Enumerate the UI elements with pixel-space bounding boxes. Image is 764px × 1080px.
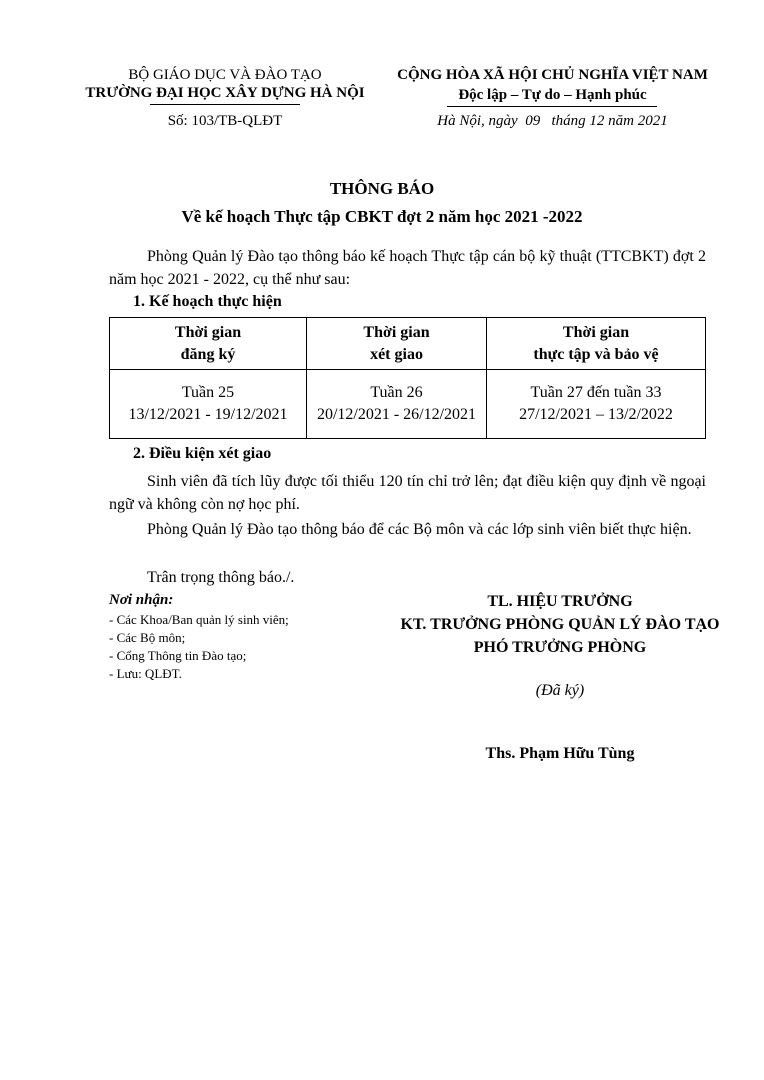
list-item: - Các Bộ môn; — [109, 630, 186, 645]
cell-line: 13/12/2021 - 19/12/2021 — [128, 406, 288, 423]
ministry-name: BỘ GIÁO DỤC VÀ ĐÀO TẠO — [128, 67, 322, 83]
nation-name: CỘNG HÒA XÃ HỘI CHỦ NGHĨA VIỆT NAM — [397, 67, 708, 83]
header-line: Thời gian — [174, 323, 242, 341]
table-cell — [307, 370, 487, 439]
table-cell — [487, 370, 706, 439]
document-date: Hà Nội, ngày 09 tháng 12 năm 2021 — [437, 113, 668, 129]
header-line: xét giao — [370, 345, 423, 363]
header-line: thực tập và bảo vệ — [533, 345, 659, 363]
list-item: - Lưu: QLĐT. — [109, 666, 182, 681]
cell-line: Tuần 25 — [181, 384, 235, 401]
plan-table — [109, 317, 706, 439]
signature-title-1: TL. HIỆU TRƯỞNG — [487, 593, 633, 610]
signature-title-2: KT. TRƯỞNG PHÒNG QUẢN LÝ ĐÀO TẠO — [400, 616, 720, 633]
section2-heading: 2. Điều kiện xét giao — [133, 445, 272, 462]
university-underline — [150, 104, 300, 105]
header-line: Thời gian — [363, 323, 430, 341]
document-number: Số: 103/TB-QLĐT — [167, 113, 283, 129]
notice-paragraph: Phòng Quản lý Đào tạo thông báo để các Bộ môn và các lớp sinh viên biết thực hiện. — [147, 521, 692, 538]
university-name: TRƯỜNG ĐẠI HỌC XÂY DỰNG HÀ NỘI — [85, 85, 365, 101]
recipients-list — [109, 611, 289, 683]
national-motto: Độc lập – Tự do – Hạnh phúc — [458, 87, 647, 103]
cell-line: Tuần 27 đến tuần 33 — [530, 384, 662, 401]
section1-heading: 1. Kế hoạch thực hiện — [133, 293, 282, 310]
list-item: - Cổng Thông tin Đào tạo; — [109, 648, 247, 663]
table-header-cell — [307, 318, 487, 370]
page-subtitle: Về kế hoạch Thực tập CBKT đợt 2 năm học 2021 -2022 — [181, 207, 583, 226]
list-item: - Các Khoa/Ban quản lý sinh viên; — [109, 612, 289, 627]
header-line: đăng ký — [180, 345, 236, 363]
signature-block — [380, 590, 740, 659]
intro-paragraph: Phòng Quản lý Đào tạo thông báo kế hoạch Thực tập cán bộ kỹ thuật (TTCBKT) đợt 2 năm học 2021 - 2022, cụ thể như sau: — [109, 248, 706, 288]
signer-name: Ths. Phạm Hữu Tùng — [485, 745, 635, 762]
table-row — [110, 370, 706, 439]
cell-line: Tuần 26 — [370, 384, 423, 401]
signature-title-3: PHÓ TRƯỞNG PHÒNG — [473, 639, 647, 656]
header-line: Thời gian — [562, 323, 630, 341]
motto-underline — [447, 106, 657, 107]
table-header-row — [110, 318, 706, 370]
cell-line: 20/12/2021 - 26/12/2021 — [316, 406, 477, 423]
cell-line: 27/12/2021 – 13/2/2022 — [519, 406, 673, 423]
conditions-paragraph: Sinh viên đã tích lũy được tối thiểu 120 tín chỉ trở lên; đạt điều kiện quy định về ngoại ngữ và không còn nợ học phí. — [109, 473, 706, 513]
closing-text: Trân trọng thông báo./. — [147, 569, 295, 586]
table-header-cell — [110, 318, 307, 370]
table-header-cell — [487, 318, 706, 370]
page-title: THÔNG BÁO — [329, 179, 435, 198]
signed-note: (Đã ký) — [535, 682, 585, 699]
recipients-heading: Nơi nhận: — [109, 592, 174, 608]
table-cell — [110, 370, 307, 439]
